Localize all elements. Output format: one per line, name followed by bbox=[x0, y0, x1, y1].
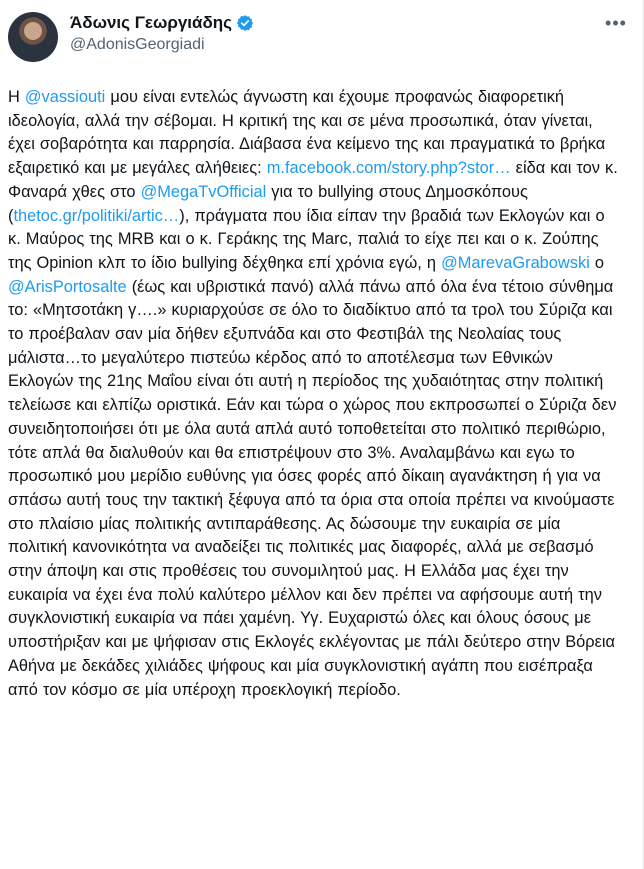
text-segment: ), πράγματα που ίδια είπαν την βραδιά των Εκλογών και ο κ. Μαύρος της MRB και ο κ. Γεράκης της Marc, παλιά το είχε πει και ο κ. Ζούπης της Opinion κλπ το ίδιο bullying δέχθηκα επί χρόνια εγώ, η bbox=[8, 206, 605, 272]
mention-link[interactable]: @ArisPortosalte bbox=[8, 277, 127, 296]
text-segment: ο bbox=[589, 253, 604, 272]
tweet-paragraph bbox=[8, 86, 618, 702]
mention-link[interactable]: @vassiouti bbox=[24, 88, 106, 106]
avatar[interactable] bbox=[8, 12, 58, 62]
text-segment: είδα και τον κ. Φαναρά χθες στο bbox=[8, 159, 618, 201]
verified-badge-icon bbox=[236, 14, 254, 32]
name-row bbox=[70, 13, 254, 33]
tweet-text bbox=[8, 86, 618, 702]
handle[interactable]: @AdonisGeorgiadi bbox=[70, 36, 205, 53]
url-link[interactable]: thetoc.gr/politiki/artic… bbox=[13, 206, 180, 225]
url-link[interactable]: m.facebook.com/story.php?stor… bbox=[266, 159, 511, 178]
mention-link[interactable]: @MarevaGrabowski bbox=[441, 253, 590, 272]
display-name[interactable]: Άδωνις Γεωργιάδης bbox=[70, 13, 233, 32]
text-segment: για το bullying στους Δημοσκόπους ( bbox=[8, 182, 528, 225]
text-segment: Η bbox=[8, 88, 25, 106]
more-horizontal-icon[interactable]: ••• bbox=[605, 12, 627, 33]
text-segment: (έως και υβριστικά πανό) αλλά πάνω από όλα ένα τέτοιο σύνθημα το: «Μητσοτάκη γ….» κυριαρχούσε σε όλο το διαδίκτυο από τα τρολ του Σύριζα και το προέβαλαν σαν μία δήθεν εξυπνάδα και στο Φεστιβάλ της Νεολαίας τους μάλιστα…το μεγαλύτερο πιστεύω κέρδος από το αποτέλεσμα των Εθνικών Εκλογών της 21ης Μαΐου είναι ότι αυτή η περίοδος της χυδαιότητας στην πολιτική τελείωσε και ελπίζω οριστικά. Εάν και τώρα ο χώρος που εκπροσωπεί ο Σύριζα δεν συνειδητοποιήσει ότι με όλα αυτά απλά αυτό τοποθετείται στο πολιτικό περιθώριο, τότε απλά θα διαλυθούν και θα επιστρέψουν στο 3%. Αναλαμβάνω και εγω το προσωπικό μου μερίδιο ευθύνης για όσες φορές από δίκαιη αγανάκτηση ή για να σπάσω αυτή τους την τακτική ξέφυγα από τα όρια στα οποία πρέπει να κινούμαστε στο πλαίσιο μίας πολιτικής αντιπαράθεσης. Ας δώσουμε την ευκαιρία σε μία πολιτική κανονικότητα να αναδείξει τις πολιτικές μας διαφορές, αλλά με σεβασμό στην άποψη και στις προθέσεις του συνομιλητού μας. Η Ελλάδα μας έχει την ευκαιρία να έχει ένα πολύ καλύτερο μέλλον και δεν πρέπει να αφήσουμε αυτή την συγκλονιστική ευκαιρία να πάει χαμένη. Υγ. Ευχαριστώ όλες και όλους όσους με υποστήριξαν και με ψήφισαν στις Εκλογές εκλέγοντας με πάλι δεύτερο στην Βόρεια Αθήνα με δεκάδες χιλιάδες ψήφους και μία συγκλονιστική αγάπη που εισέπραξα από τον κόσμο σε μία υπέροχη προεκλογική περίοδο. bbox=[8, 277, 617, 699]
author-info bbox=[70, 13, 254, 56]
text-segment: μου είναι εντελώς άγνωστη και έχουμε προφανώς διαφορετική ιδεολογία, αλλά την σέβομαι. Η κριτική της και σε μένα προσωπικά, όταν γίνεται, έχει σοβαρότητα και παρρησία. Διάβασα ένα κείμενο της και πραγματικά το βρήκα εξαιρετικό και με μεγάλες αλήθειες: bbox=[8, 88, 606, 178]
mention-link[interactable]: @MegaTvOfficial bbox=[140, 182, 267, 201]
tweet-header bbox=[8, 12, 627, 72]
